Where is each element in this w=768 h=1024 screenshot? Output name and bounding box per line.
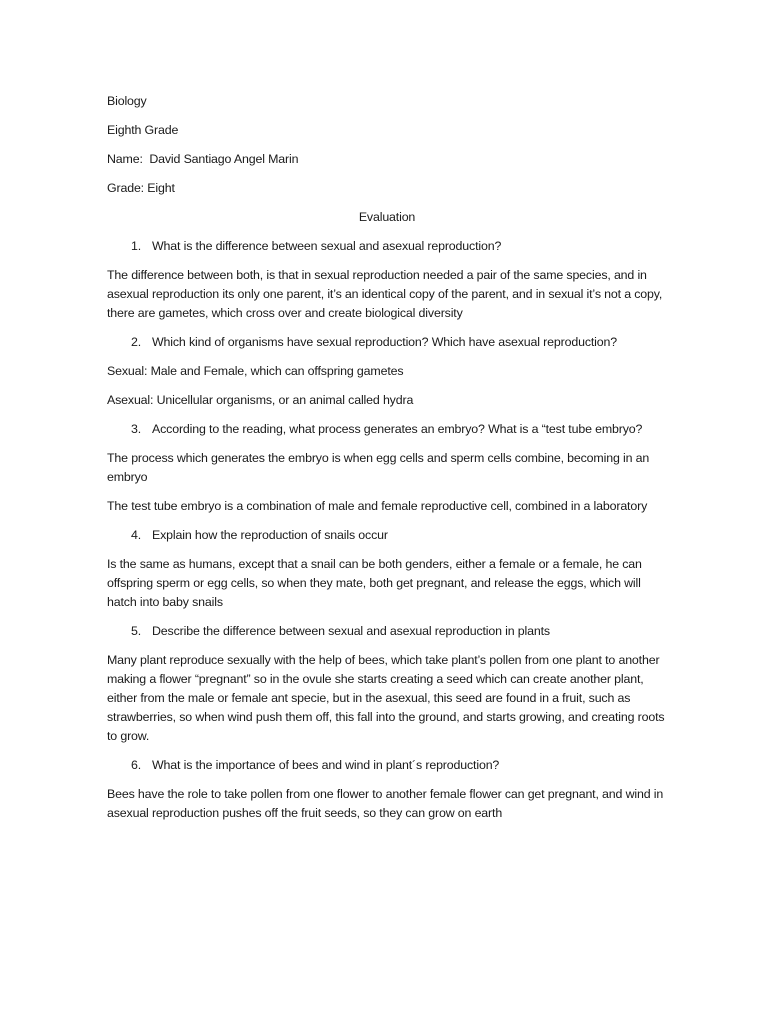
level-line: Eighth Grade <box>107 123 179 137</box>
page-title: Evaluation <box>358 210 416 224</box>
question-number: 6. <box>131 758 142 772</box>
question-2 <box>107 333 667 352</box>
answer-3-test-tube: The test tube embryo is a combination of male and female reproductive cell, combined in a laboratory <box>107 499 648 513</box>
name-value: David Santiago Angel Marin <box>149 152 299 166</box>
question-text: What is the difference between sexual and asexual reproduction? <box>152 239 502 253</box>
question-number: 3. <box>131 422 142 436</box>
name-line <box>107 150 667 169</box>
grade-label: Grade: <box>107 181 144 195</box>
question-3 <box>107 420 667 439</box>
answer-5: Many plant reproduce sexually with the help of bees, which take plant’s pollen from one plant to another making a flower “pregnant” so in the ovule she starts creating a seed which can create another plant, either from the male or female ant specie, but in the asexual, this seed are found in a fruit, such as strawberries, so when wind push them off, this fall into the ground, and starts growing, and creating roots to grow. <box>107 653 665 743</box>
question-text: According to the reading, what process generates an embryo? What is a “test tube embryo? <box>152 422 643 436</box>
question-1 <box>107 237 667 256</box>
question-text: Which kind of organisms have sexual reproduction? Which have asexual reproduction? <box>152 335 618 349</box>
answer-6: Bees have the role to take pollen from one flower to another female flower can get pregnant, and wind in asexual reproduction pushes off the fruit seeds, so they can grow on earth <box>107 787 664 820</box>
question-5 <box>107 622 667 641</box>
question-number: 2. <box>131 335 142 349</box>
question-number: 5. <box>131 624 142 638</box>
answer-4: Is the same as humans, except that a snail can be both genders, either a female or a female, he can offspring sperm or egg cells, so when they mate, both get pregnant, and release the eggs, which will hatch into baby snails <box>107 557 642 609</box>
answer-2-sexual: Sexual: Male and Female, which can offspring gametes <box>107 364 404 378</box>
question-number: 1. <box>131 239 142 253</box>
answer-2-asexual: Asexual: Unicellular organisms, or an animal called hydra <box>107 393 414 407</box>
grade-line <box>107 179 667 198</box>
name-label: Name: <box>107 152 143 166</box>
question-text: Explain how the reproduction of snails occur <box>152 528 388 542</box>
answer-1: The difference between both, is that in sexual reproduction needed a pair of the same species, and in asexual reproduction its only one parent, it’s an identical copy of the parent, and in sexual it’s not a copy, there are gametes, which cross over and create biological diversity <box>107 268 663 320</box>
subject-line: Biology <box>107 94 147 108</box>
grade-value: Eight <box>147 181 175 195</box>
question-text: Describe the difference between sexual and asexual reproduction in plants <box>152 624 550 638</box>
question-4 <box>107 526 667 545</box>
question-text: What is the importance of bees and wind in plant´s reproduction? <box>152 758 500 772</box>
answer-3-process: The process which generates the embryo is when egg cells and sperm cells combine, becoming in an embryo <box>107 451 650 484</box>
question-6 <box>107 756 667 775</box>
document-page <box>107 92 667 833</box>
question-number: 4. <box>131 528 142 542</box>
